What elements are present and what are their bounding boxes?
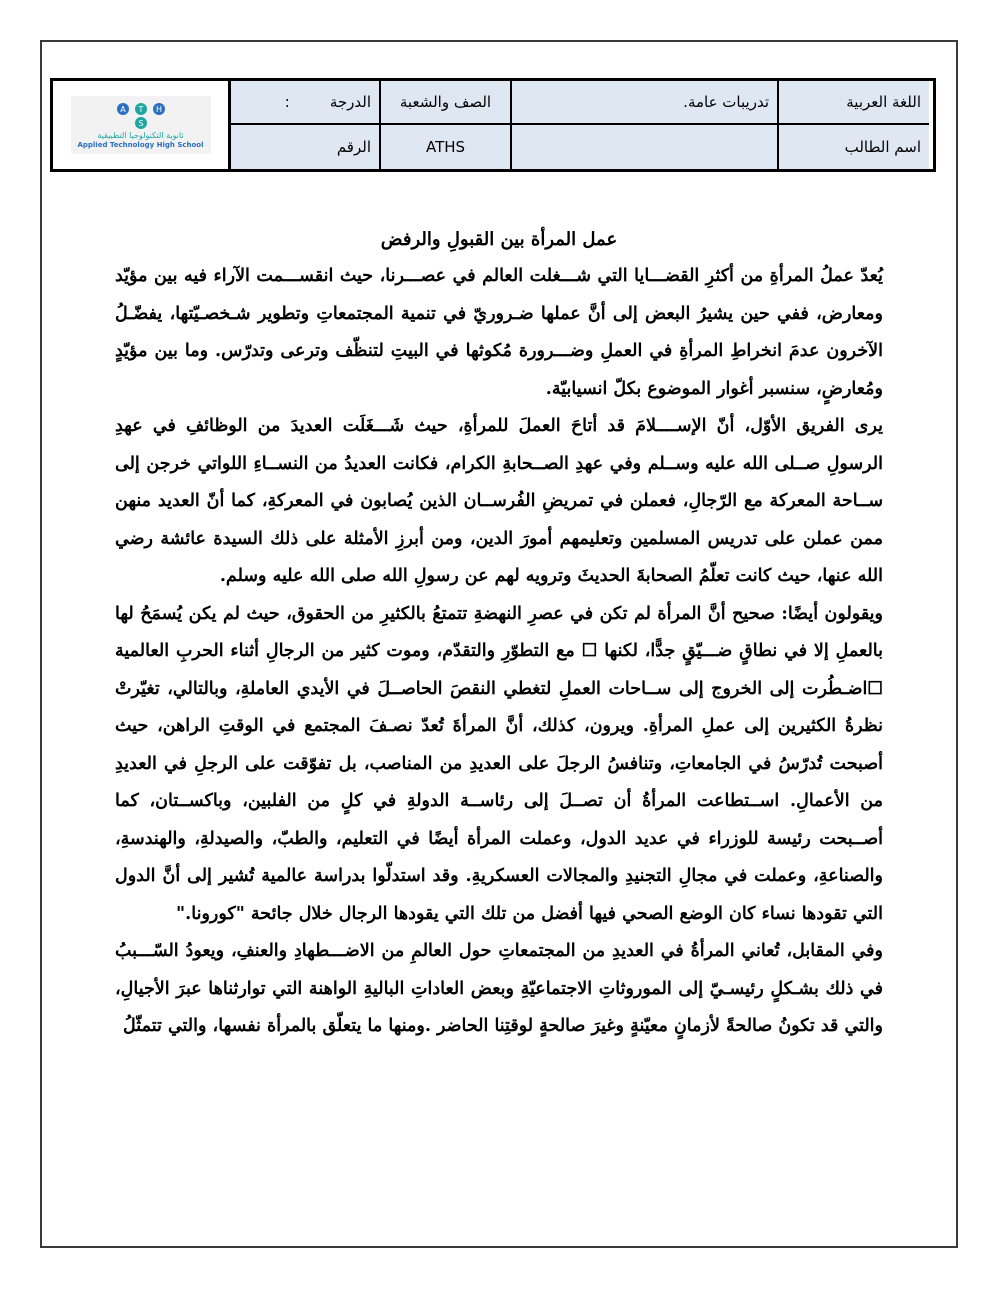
number-label: الرقم (336, 138, 371, 156)
grade-cell (231, 81, 381, 125)
grade-colon: : (284, 93, 290, 111)
article-title: عمل المرأة بين القبولِ والرفض (380, 229, 618, 250)
student-name-label: اسم الطالب (844, 138, 921, 156)
logo-letter-s: S (137, 118, 144, 128)
logo-letter-t: T (138, 104, 143, 114)
paragraph-first-group: يرى الفريق الأوّل، أنّ الإســــلامَ قد أتاحَ العملَ للمرأةِ، حيث شَـــغَلَت العديدَ من الوظائفِ في عهدِ الرسولِ صــلى الله عليه وســلم وفي عهدِ الصــحابةِ الكرام، فكانت العديدُ من النســاءِ اللواتي خرجن إلى ســاحة المعركة مع الرّجالِ، فعملن في تمريضِ الفُرســان الذين يُصابون في المعركةِ، كما أنّ العديد منهن ممن عملن على تدريس المسلمين وتعليمهم أمورَ الدين، ومن أبرزِ الأمثلة على ذلك السيدة عائشة رضي الله عنها، حيث كانت تعلّمُ الصحابةَ الحديثَ وترويه لهم عن رسولِ الله صلى الله عليه وسلم. (115, 416, 883, 586)
class-cell (381, 81, 512, 125)
paragraph-also-say: ويقولون أيضًا: صحيح أنَّ المرأة لم تكن في عصرِ النهضةِ تتمتعُ بالكثيرِ من الحقوق، حيث لم يكن يُسمَحُ لها بالعملِ إلا في نطاقٍ ضـــيّقٍ جدًّا، لكنها ☐ مع التطوّرِ والتقدّم، وموت كثير من الرجالِ أثناء الحربِ العالمية ☐اضـطُرت إلى الخروج إلى ســاحات العملِ لتغطي النقصَ الحاصــلَ في الأيدي العاملةِ، وبالتالي، تغيّرتْ نظرةُ الكثيرين إلى عملِ المرأةِ. ويرون، كذلك، أنَّ المرأةَ تُعدّ نصـفَ المجتمع في الوقتِ الراهن، حيث أصبحت تُدرّسُ في الجامعاتِ، وتنافسُ الرجلَ على العديدِ من المناصب، بل تفوّقت على الرجلِ في العديدِ من الأعمالِ. اســتطاعت المرأةُ أن تصــلَ إلى رئاســة الدولةِ في كلٍ من الفلبين، وباكســتان، كما أصــبحت رئيسة للوزراء في عديد الدول، وعملت المرأة أيضًا في التعليم، والطبّ، والصيدلةِ، والهندسةِ، والصناعةِ، وعملت في مجالِ التجنيدِ والمجالات العسكريةِ. وقد استدلّوا بدراسة عالمية تُشير إلى أنَّ الدول التي تقودها نساء كان الوضع الصحي فيها أفضل من تلك التي يقودها الرجال خلال جائحة "كورونا." (115, 603, 883, 924)
logo-english-name: Applied Technology High School (77, 140, 204, 149)
school-logo (53, 81, 231, 169)
grade-label: الدرجة (329, 93, 371, 111)
number-cell (231, 125, 381, 169)
topic-label: تدريبات عامة. (683, 93, 769, 111)
school-code-cell (381, 125, 512, 169)
paragraph-opposing: وفي المقابل، تُعاني المرأةُ في العديدِ من المجتمعاتِ حول العالمِ من الاضـــطهادِ والعنفِ، ويعودُ السّـــببُ في ذلك بشـكلٍ رئيسـيّ إلى الموروثاتِ الاجتماعيّةِ وبعض العاداتِ الباليةِ الواهنة التي توارثناها عبرَ الأجيالِ، والتي قد تكونُ صالحةً لأزمانٍ معيّنةٍ وغيرَ صالحةٍ لوقتِنا الحاضر .ومنها ما يتعلّق بالمرأة نفسها، والتي تتمثّلُ (115, 941, 883, 1036)
paragraph-intro: يُعدّ عملُ المرأةِ من أكثرِ القضـــايا التي شـــغلت العالم في عصـــرنا، حيث انقســـمت الآراء فيه بين مؤيّد ومعارض، ففي حين يشيرُ البعض إلى أنَّ عملها ضـروريّ في تنمية المجتمعاتِ وتطوير شـخصـيّتها، يفضّـلُ الآخرون عدمَ انخراطِ المرأةِ في العملِ وضـــرورة مُكوثها في البيتِ لتنظّف وترعى وتدرّس. وما بين مؤيّدٍ ومُعارضٍ، سنسبر أغوار الموضوع بكلّ انسيابيّة. (115, 266, 883, 399)
logo-box (71, 96, 211, 154)
class-label: الصف والشعبة (399, 93, 492, 111)
article (115, 222, 883, 1046)
aths-logo-icon (111, 101, 171, 131)
header-table (50, 78, 936, 172)
student-name-cell (779, 125, 929, 169)
subject-label: اللغة العربية (846, 93, 921, 111)
student-name-field[interactable] (512, 125, 779, 169)
subject-cell (779, 81, 929, 125)
logo-letter-a: A (119, 104, 126, 114)
logo-arabic-name: ثانوية التكنولوجيا التطبيقية (97, 130, 184, 140)
school-code: ATHS (425, 138, 466, 156)
header-grid (231, 81, 933, 169)
logo-letter-h: H (155, 104, 162, 114)
topic-cell (512, 81, 779, 125)
